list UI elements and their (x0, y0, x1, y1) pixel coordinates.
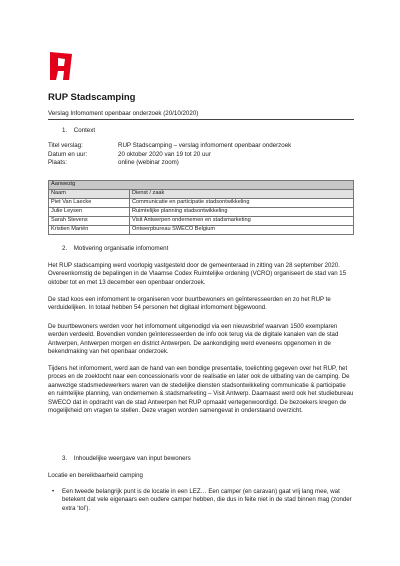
meta-key: Datum en uur: (48, 150, 88, 158)
attendee-name: Sarah Stevens (49, 217, 130, 226)
meta-key: Plaats: (48, 159, 67, 166)
section-heading-motivering (62, 245, 168, 252)
section-number: 3. (62, 455, 68, 462)
table-row (49, 226, 354, 235)
paragraph: Het RUP stadscamping werd voorlopig vastgesteld door de gemeenteraad in zitting van 28 september 2020. Overeenkomstig de bepalingen in de Vlaamse Codex Ruimtelijke ordening (VCRO) organiseert de stad van 15 oktober tot en met 13 december een openbaar onderzoek. (48, 262, 347, 286)
meta-block (48, 142, 291, 168)
meta-key: Titel verslag: (48, 142, 83, 149)
meta-value: RUP Stadscamping – verslag infomoment openbaar onderzoek (118, 142, 292, 149)
attendee-service: Communicatie en participatie stadsontwikkeling (130, 199, 354, 208)
table-row (49, 199, 354, 208)
paragraph: Tijdens het infomoment, werd aan de hand van een bondige presentatie, toelichting gegeven over het RUP, het proces en de zoektocht naar een concessionaris voor de realisatie en later ook de uitbating van de camping. De aanwezige stadsmedewerkers waren van de stedelijke diensten stadsontwikkeling communicatie & participatie en ruimtelijke planning, van ondernemen & stadsmarketing – Visit Antwerp. Daarnaast werd ook het studiebureau SWECO dat in opdracht van de stad Antwerpen het RUP opmaakt vertegenwoordigd. De bezoekers kregen de mogelijkheid om vragen te stellen. Deze vragen worden samengevat in onderstaand overzicht. (48, 365, 354, 415)
attendee-service: Ontwerpbureau SWECO Belgium (130, 226, 354, 235)
section-heading-input-bewoners (62, 455, 191, 462)
antwerpen-a-logo-icon (48, 50, 74, 80)
column-header-service: Dienst / zaak (130, 190, 354, 199)
attendance-table (48, 180, 354, 235)
bullet-text: Een tweede belangrijk punt is de locatie in een LEZ… Een camper (en caravan) gaat vrij lang mee, wat betekent dat vele eigenaars een oudere camper hebben, die dus in feite niet in de stad binnen mag (zonder extra ‘tol’). (62, 488, 352, 512)
bullet-icon: • (52, 488, 55, 495)
attendee-name: Julie Leysen (49, 208, 130, 217)
meta-value: 20 oktober 2020 van 19 tot 20 uur (118, 150, 211, 158)
attendance-column-row (49, 190, 354, 199)
attendance-header: Aanwezig (49, 181, 354, 190)
section-heading-context (62, 127, 95, 134)
attendee-service: Visit Antwerpen ondernemen en stadsmarketing (130, 217, 354, 226)
section-title: Motivering organisatie infomoment (73, 245, 169, 252)
section-title: Context (73, 127, 96, 134)
column-header-name: Naam (49, 190, 130, 199)
section-title: Inhoudelijke weergave van input bewoners (73, 455, 191, 462)
attendee-service: Ruimtelijke planning stadsontwikkeling (130, 208, 354, 217)
section-number: 2. (62, 245, 68, 252)
table-row (49, 217, 354, 226)
meta-row (48, 151, 291, 160)
attendee-name: Kristien Mariën (49, 226, 130, 235)
paragraph: De stad koos een infomoment te organiseren voor buurtbewoners en geïnteresseerden en zo het RUP te verduidelijken. In totaal hebben 54 personen het digitaal infomoment bijgewoond. (48, 296, 331, 312)
attendee-name: Piet Van Laecke (49, 199, 130, 208)
meta-row (48, 142, 291, 151)
document-subtitle: Verslag Infomoment openbaar onderzoek (20/10/2020) (48, 110, 354, 120)
meta-row (48, 159, 291, 168)
subheading: Locatie en bereikbaarheid camping (48, 472, 143, 479)
table-row (49, 208, 354, 217)
attendance-header-row (49, 181, 354, 190)
meta-value: online (webinar zoom) (118, 159, 179, 166)
section-number: 1. (62, 127, 68, 134)
document-title: RUP Stadscamping (48, 92, 136, 103)
list-item (52, 488, 354, 513)
paragraph: De buurtbewoners werden voor het infomoment uitgenodigd via een nieuwsbrief waarvan 1500 exemplaren werden verdeeld. Bovendien vonden geïnteresseerden de info ook terug via de digitale kanalen van de stad Antwerpen, Antwerpen morgen en district Antwerpen. De aankondiging werd eveneens opgenomen in de bekendmaking van het openbaar onderzoek. (48, 323, 339, 356)
